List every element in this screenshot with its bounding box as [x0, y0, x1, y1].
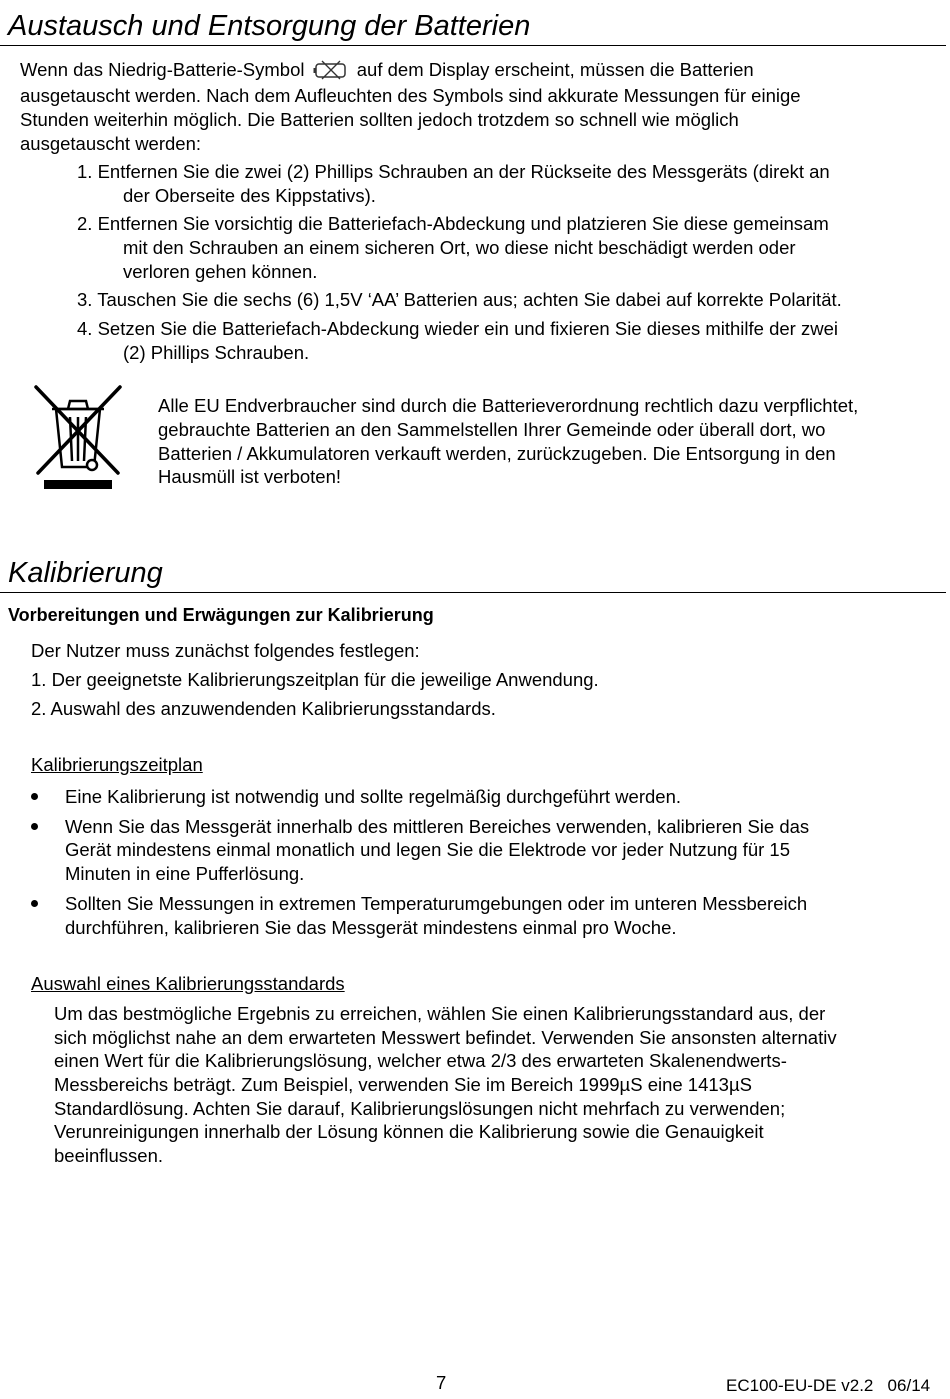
step-4-line-1: 4. Setzen Sie die Batteriefach-Abdeckung wieder ein und fixieren Sie dieses mithilfe der zwei	[77, 318, 838, 339]
step-2-line-2: mit den Schrauben an einem sicheren Ort, wo diese nicht beschädigt werden oder	[123, 237, 796, 258]
schedule-bullet-2-line-2: Gerät mindestens einmal monatlich und legen Sie die Elektrode vor jeder Nutzung für 15	[65, 839, 790, 860]
battery-section-heading: Austausch und Entsorgung der Batterien	[8, 10, 531, 42]
standard-subtitle: Auswahl eines Kalibrierungsstandards	[31, 973, 345, 994]
step-1-line-2: der Oberseite des Kippstativs).	[123, 185, 376, 206]
standard-line-3: einen Wert für die Kalibrierungslösung, welcher etwa 2/3 des erwarteten Skalenendwerts-	[54, 1050, 787, 1071]
standard-line-1: Um das bestmögliche Ergebnis zu erreichen, wählen Sie einen Kalibrierungsstandard aus, der	[54, 1003, 826, 1024]
intro-line-3: Stunden weiterhin möglich. Die Batterien sollten jedoch trotzdem so schnell wie möglich	[20, 109, 739, 130]
schedule-bullet-2-line-1: Wenn Sie das Messgerät innerhalb des mittleren Bereiches verwenden, kalibrieren Sie das	[65, 816, 810, 837]
calibration-section-heading: Kalibrierung	[8, 557, 163, 589]
standard-line-6: Verunreinigungen innerhalb der Lösung können die Kalibrierung sowie die Genauigkeit	[54, 1121, 764, 1142]
page-number: 7	[436, 1372, 447, 1393]
intro-text-b: auf dem Display erscheint, müssen die Batterien	[356, 59, 754, 80]
document-id: EC100-EU-DE v2.2 06/14	[726, 1376, 931, 1395]
bullet-icon	[31, 900, 38, 907]
eu-line-4: Hausmüll ist verboten!	[158, 466, 342, 487]
calibration-subheading: Vorbereitungen und Erwägungen zur Kalibrierung	[8, 605, 434, 625]
standard-line-7: beeinflussen.	[54, 1145, 164, 1166]
eu-line-2: gebrauchte Batterien an den Sammelstellen Ihrer Gemeinde oder überall dort, wo	[158, 419, 826, 440]
step-1-line-1: 1. Entfernen Sie die zwei (2) Phillips Schrauben an der Rückseite des Messgeräts (direkt an	[77, 161, 830, 182]
calibration-intro: Der Nutzer muss zunächst folgendes festlegen:	[31, 640, 420, 661]
step-4-line-2: (2) Phillips Schrauben.	[123, 342, 310, 363]
eu-line-3: Batterien / Akkumulatoren verkauft werden, zurückzugeben. Die Entsorgung in den	[158, 443, 836, 464]
heading-rule	[0, 592, 946, 593]
schedule-bullet-1-line-1: Eine Kalibrierung ist notwendig und sollte regelmäßig durchgeführt werden.	[65, 786, 681, 807]
eu-line-1: Alle EU Endverbraucher sind durch die Batterieverordnung rechtlich dazu verpflichtet,	[158, 395, 859, 416]
heading-rule	[0, 45, 946, 46]
intro-line-4: ausgetauscht werden:	[20, 133, 202, 154]
bullet-icon	[31, 793, 38, 800]
intro-text-a: Wenn das Niedrig-Batterie-Symbol	[20, 59, 305, 80]
step-3-line-1: 3. Tauschen Sie die sechs (6) 1,5V ‘AA’ Batterien aus; achten Sie dabei auf korrekte Polarität.	[77, 289, 842, 310]
intro-line-2: ausgetauscht werden. Nach dem Aufleuchten des Symbols sind akkurate Messungen für einige	[20, 85, 801, 106]
calibration-list-item-1: 1. Der geeignetste Kalibrierungszeitplan für die jeweilige Anwendung.	[31, 669, 599, 690]
standard-line-5: Standardlösung. Achten Sie darauf, Kalibrierungslösungen nicht mehrfach zu verwenden;	[54, 1098, 786, 1119]
bullet-icon	[31, 823, 38, 830]
step-2-line-1: 2. Entfernen Sie vorsichtig die Batteriefach-Abdeckung und platzieren Sie diese gemeinsam	[77, 213, 829, 234]
calibration-list-item-2: 2. Auswahl des anzuwendenden Kalibrierungsstandards.	[31, 698, 496, 719]
schedule-bullet-2-line-3: Minuten in eine Pufferlösung.	[65, 863, 305, 884]
schedule-bullet-3-line-2: durchführen, kalibrieren Sie das Messgerät mindestens einmal pro Woche.	[65, 917, 677, 938]
schedule-bullet-3-line-1: Sollten Sie Messungen in extremen Temperaturumgebungen oder im unteren Messbereich	[65, 893, 808, 914]
standard-line-2: sich möglichst nahe an dem erwarteten Messwert befindet. Verwenden Sie ansonsten alternativ	[54, 1027, 837, 1048]
low-battery-icon	[313, 60, 349, 86]
step-2-line-3: verloren gehen können.	[123, 261, 318, 282]
crossed-out-wheelie-bin-icon	[30, 383, 126, 491]
standard-line-4: Messbereichs beträgt. Zum Beispiel, verwenden Sie im Bereich 1999µS eine 1413µS	[54, 1074, 752, 1095]
schedule-subtitle: Kalibrierungszeitplan	[31, 754, 203, 775]
intro-line-1	[20, 58, 754, 86]
